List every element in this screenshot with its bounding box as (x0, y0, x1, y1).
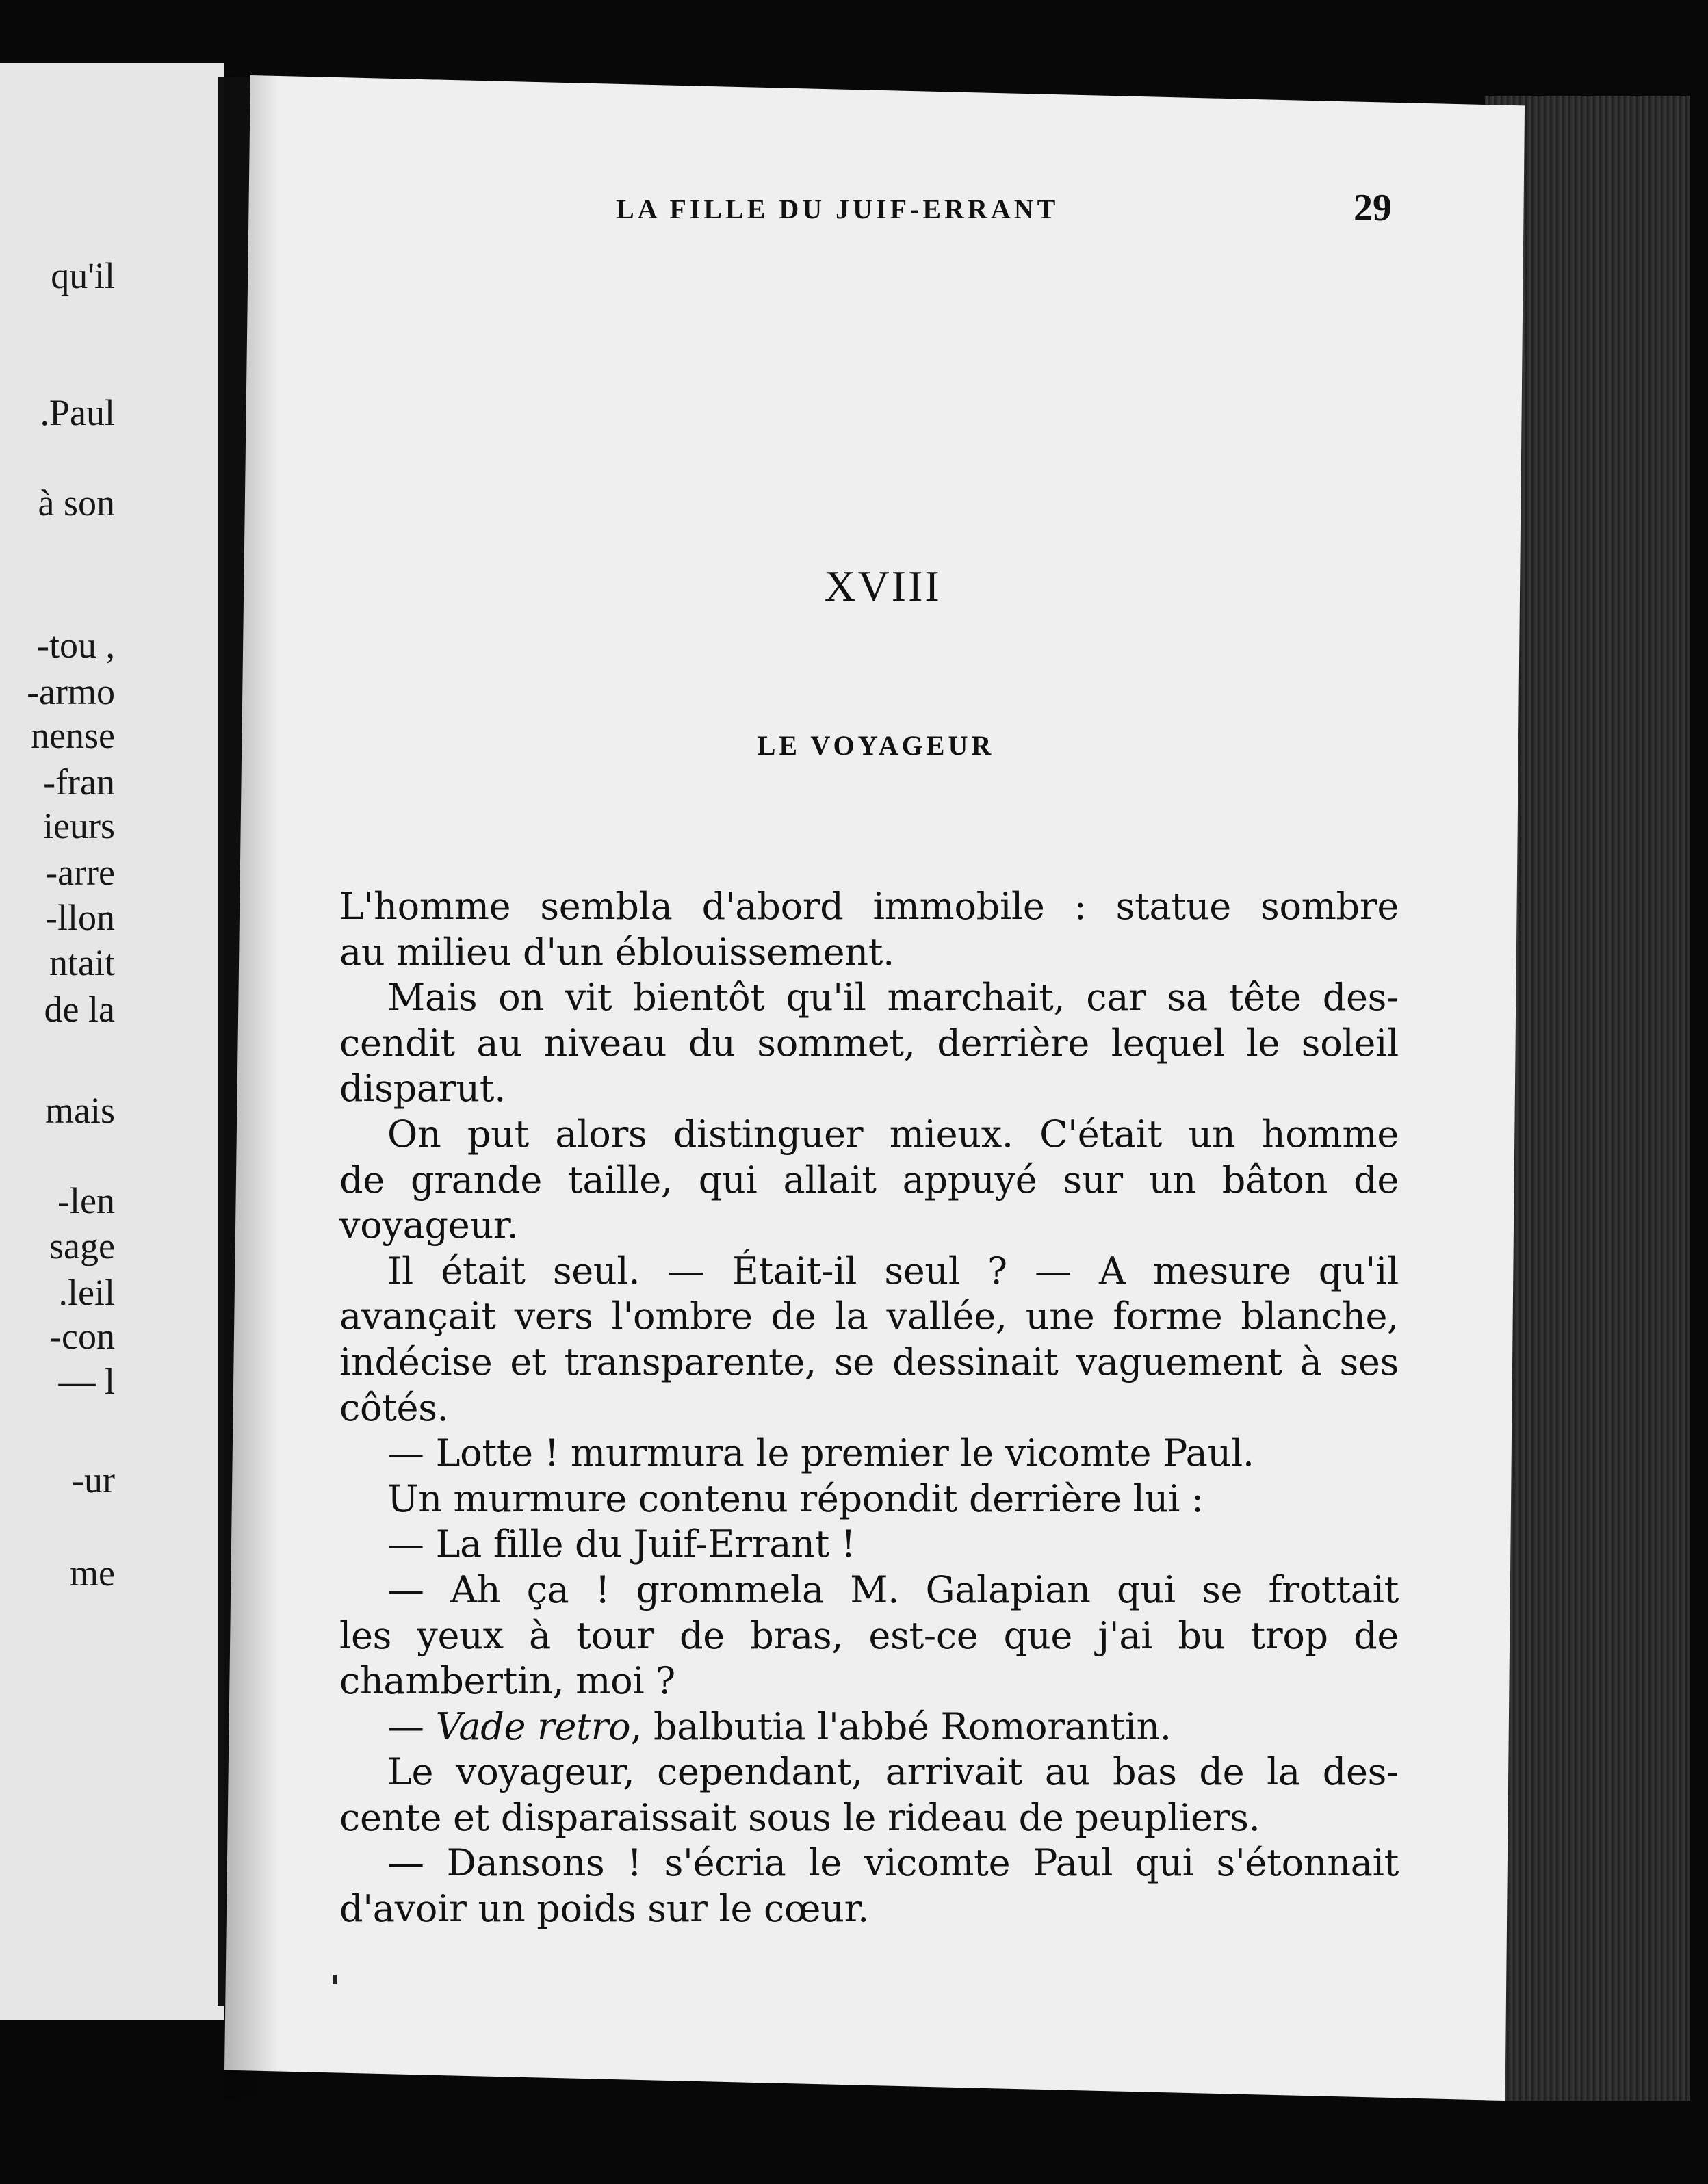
left-page-line: ieurs (43, 805, 115, 846)
text-line: — Dansons ! s'écria le vicomte Paul qui s'étonnait (387, 1841, 1399, 1885)
left-page-line: ntait (49, 942, 115, 983)
running-title: LA FILLE DU JUIF-ERRANT (616, 194, 1059, 224)
text-line: au milieu d'un éblouissement. (339, 930, 895, 974)
left-page-line: l — (58, 1361, 115, 1402)
left-page-line: armo- (27, 671, 115, 712)
left-page-line: me (70, 1552, 115, 1594)
chapter-title: LE VOYAGEUR (757, 730, 995, 761)
chapter-body (339, 884, 1399, 1932)
text-line: Le voyageur, cependant, arrivait au bas de la des- (387, 1750, 1399, 1794)
text-line: Mais on vit bientôt qu'il marchait, car sa tête des- (387, 976, 1399, 1019)
text-line: On put alors distinguer mieux. C'était un homme (387, 1112, 1399, 1156)
text-run: , balbutia l'abbé Romorantin. (630, 1704, 1172, 1748)
left-page-line: mais (45, 1090, 115, 1131)
text-line: de grande taille, qui allait appuyé sur un bâton de (339, 1158, 1399, 1201)
text-line: Un murmure contenu répondit derrière lui : (387, 1477, 1204, 1520)
text-line: Il était seul. — Était-il seul ? — A mesure qu'il (387, 1249, 1399, 1292)
text-line: chambertin, moi ? (339, 1659, 675, 1703)
left-page-line: qu'il (51, 255, 115, 296)
text-line: — Lotte ! murmura le premier le vicomte Paul. (387, 1431, 1254, 1475)
left-page-line: llon- (45, 897, 115, 938)
left-page-line: arre- (45, 852, 115, 893)
left-page-line: , tou- (37, 625, 115, 666)
text-line: d'avoir un poids sur le cœur. (339, 1887, 870, 1931)
left-page (0, 63, 224, 2020)
text-line-mixed (339, 1704, 1399, 1750)
text-line: côtés. (339, 1386, 449, 1429)
page-shadow (224, 75, 279, 2101)
text-line: cendit au niveau du sommet, derrière lequel le soleil (339, 1021, 1399, 1065)
text-line: avançait vers l'ombre de la vallée, une forme blanche, (339, 1295, 1399, 1338)
latin-phrase: Vade retro (435, 1704, 631, 1748)
left-page-line: à son (38, 482, 115, 523)
left-page-line: nense (31, 715, 115, 756)
text-line: L'homme sembla d'abord immobile : statue sombre (339, 885, 1399, 928)
left-page-line: de la (44, 989, 115, 1030)
text-line: voyageur. (339, 1204, 519, 1247)
left-page-line: fran- (43, 762, 115, 803)
dash: — (387, 1704, 436, 1748)
text-line: indécise et transparente, se dessinait vaguement à ses (339, 1340, 1399, 1383)
page-number: 29 (1354, 187, 1392, 229)
left-page-line: leil. (58, 1272, 115, 1313)
text-line: — Ah ça ! grommela M. Galapian qui se frottait (387, 1568, 1399, 1611)
text-line: — La fille du Juif-Errant ! (387, 1522, 856, 1566)
text-line: les yeux à tour de bras, est-ce que j'ai bu trop de (339, 1613, 1399, 1657)
left-page-line: Paul. (40, 392, 115, 433)
text-line: cente et disparaissait sous le rideau de peupliers. (339, 1795, 1260, 1839)
chapter-number: XVIII (824, 562, 942, 610)
ink-speck (333, 1975, 337, 1984)
left-page-line: sage (49, 1225, 115, 1266)
left-page-line: con- (49, 1316, 115, 1357)
left-page-line: len- (57, 1180, 115, 1221)
left-page-line: ur- (72, 1459, 115, 1500)
text-line: disparut. (339, 1067, 506, 1110)
